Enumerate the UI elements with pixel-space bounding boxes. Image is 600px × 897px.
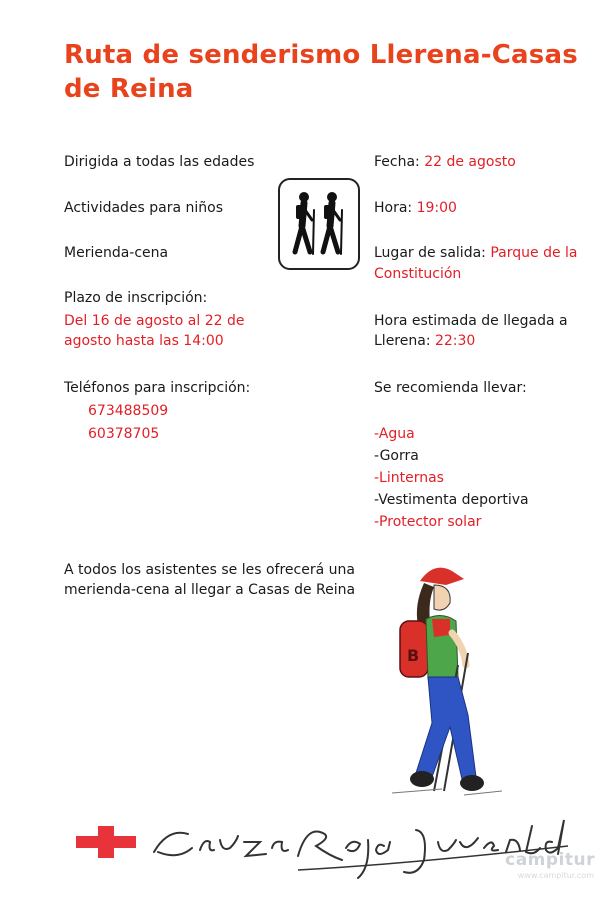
llegada-label-1: Hora estimada de llegada a: [374, 313, 568, 329]
note-line-2: merienda-cena al llegar a Casas de Reina: [64, 582, 356, 598]
watermark-url: www.campitur.com: [517, 871, 594, 880]
hikers-pictogram: [278, 178, 360, 270]
item-gorra: -Gorra: [374, 448, 419, 464]
watermark: campitur: [505, 850, 595, 870]
llegada-label-2: Llerena:: [374, 333, 435, 349]
item-linternas: -Linternas: [374, 470, 444, 486]
info-edades: Dirigida a todas las edades: [64, 154, 255, 170]
plazo-value-2: agosto hasta las 14:00: [64, 333, 224, 349]
hikers-icon: [280, 180, 358, 268]
page-title: Ruta de senderismo Llerena-Casas de Reina: [64, 40, 578, 104]
llegada-row: [374, 331, 475, 351]
item-vestimenta: -Vestimenta deportiva: [374, 492, 529, 508]
phone-2: 60378705: [88, 426, 160, 442]
fecha-value: 22 de agosto: [424, 154, 516, 170]
hora-row: [374, 198, 457, 218]
lugar-value-1: Parque de la: [490, 245, 578, 261]
fecha-row: [374, 152, 516, 172]
recomienda-label: Se recomienda llevar:: [374, 380, 527, 396]
lugar-label: Lugar de salida:: [374, 245, 491, 261]
fecha-label: Fecha:: [374, 154, 425, 170]
red-cross-icon: [76, 826, 136, 858]
note-line-1: A todos los asistentes se les ofrecerá una: [64, 562, 355, 578]
walking-hiker-illustration: [372, 555, 512, 805]
llegada-value: 22:30: [434, 333, 476, 349]
hora-value: 19:00: [416, 200, 457, 216]
telefonos-label: Teléfonos para inscripción:: [64, 380, 251, 396]
item-protector: -Protector solar: [374, 514, 482, 530]
lugar-value-2: Constitución: [374, 266, 462, 282]
phone-1: 673488509: [88, 403, 169, 419]
plazo-value-1: Del 16 de agosto al 22 de: [64, 313, 245, 329]
hiker-drawing-icon: [372, 555, 512, 805]
info-merienda: Merienda-cena: [64, 245, 169, 261]
hora-label: Hora:: [374, 200, 417, 216]
red-cross-logo: [76, 826, 136, 862]
svg-text:B: B: [407, 646, 420, 665]
item-agua: -Agua: [374, 426, 415, 442]
plazo-label: Plazo de inscripción:: [64, 290, 208, 306]
lugar-row: [374, 243, 578, 263]
info-actividades: Actividades para niños: [64, 200, 224, 216]
